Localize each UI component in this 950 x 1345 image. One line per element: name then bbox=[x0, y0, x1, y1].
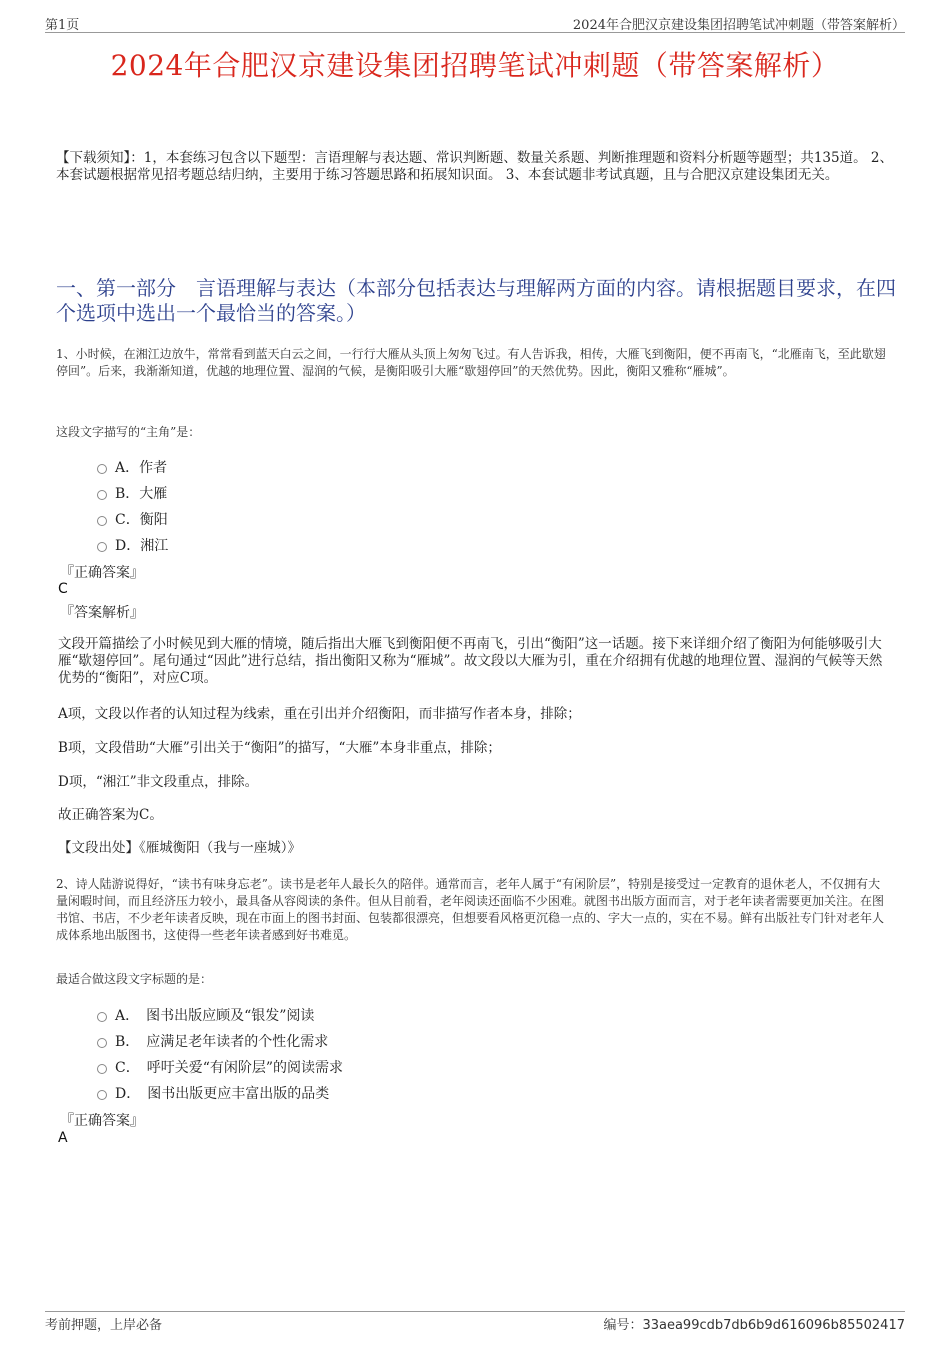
header-doc-title: 2024年合肥汉京建设集团招聘笔试冲刺题（带答案解析） bbox=[572, 18, 905, 33]
option-label: C． 呼吁关爱“有闲阶层”的阅读需求 bbox=[115, 1060, 344, 1076]
question-2-answer-label: 『正确答案』 bbox=[60, 1113, 144, 1129]
section-heading: 一、第一部分 言语理解与表达（本部分包括表达与理解两方面的内容。请根据题目要求，在四个选项中选出一个最恰当的答案。） bbox=[56, 276, 896, 325]
question-1-option-c[interactable] bbox=[97, 509, 168, 529]
question-1-analysis-d: D项，“湘江”非文段重点，排除。 bbox=[58, 774, 259, 790]
radio-icon[interactable] bbox=[97, 1038, 107, 1048]
question-1-analysis-main: 文段开篇描绘了小时候见到大雁的情境，随后指出大雁飞到衡阳便不再南飞，引出“衡阳”这一话题。接下来详细介绍了衡阳为何能够吸引大雁“歇翅停回”。尾句通过“因此”进行总结，指出衡阳又称为“雁城”。故文段以大雁为引，重在介绍拥有优越的地理位置、湿润的气候等天然优势的“衡阳”，对应C项。 bbox=[58, 636, 883, 686]
option-label: B． 应满足老年读者的个性化需求 bbox=[115, 1034, 329, 1050]
radio-icon[interactable] bbox=[97, 464, 107, 474]
radio-icon[interactable] bbox=[97, 490, 107, 500]
question-1-answer: C bbox=[58, 581, 68, 597]
radio-icon[interactable] bbox=[97, 1090, 107, 1100]
download-notice: 【下载须知】：1，本套练习包含以下题型：言语理解与表达题、常识判断题、数量关系题、判断推理题和资料分析题等题型；共135道。 2、本套试题根据常见招考题总结归纳，主要用于练习答题思路和拓展知识面。 3、本套试题非考试真题，且与合肥汉京建设集团无关。 bbox=[56, 150, 893, 183]
option-label: B．大雁 bbox=[115, 486, 168, 502]
question-2-passage: 2、诗人陆游说得好，“读书有味身忘老”。读书是老年人最长久的陪伴。通常而言，老年人属于“有闲阶层”，特别是接受过一定教育的退休老人，不仅拥有大量闲暇时间，而且经济压力较小，最具备从容阅读的条件。但从目前看，老年阅读还面临不少困难。就图书出版方面而言，对于老年读者需要更加关注。在图书馆、书店，不少老年读者反映，现在市面上的图书封面、包装都很漂亮，但想要看风格更沉稳一点的、字大一点的，实在不易。鲜有出版社专门针对老年人成体系地出版图书，这使得一些老年读者感到好书难觅。 bbox=[56, 877, 885, 942]
question-1-option-b[interactable] bbox=[97, 483, 167, 503]
option-label: D． 图书出版更应丰富出版的品类 bbox=[115, 1086, 330, 1102]
question-1-answer-label: 『正确答案』 bbox=[60, 565, 144, 581]
question-1-analysis-b: B项，文段借助“大雁”引出关于“衡阳”的描写，“大雁”本身非重点，排除； bbox=[58, 740, 501, 756]
question-1-source: 【文段出处】《雁城衡阳（我与一座城）》 bbox=[58, 840, 301, 856]
question-1-prompt: 这段文字描写的“主角”是： bbox=[56, 425, 201, 439]
question-1-analysis-a: A项，文段以作者的认知过程为线索，重在引出并介绍衡阳，而非描写作者本身，排除； bbox=[58, 706, 581, 722]
footer-code bbox=[603, 1314, 905, 1333]
footer-slogan: 考前押题，上岸必备 bbox=[45, 1318, 163, 1333]
question-2-option-c[interactable] bbox=[97, 1057, 343, 1077]
question-1-analysis-label: 『答案解析』 bbox=[60, 605, 144, 621]
question-1-option-a[interactable] bbox=[97, 457, 167, 477]
header-divider bbox=[45, 32, 905, 33]
option-label: C．衡阳 bbox=[115, 512, 168, 528]
question-2-option-d[interactable] bbox=[97, 1083, 329, 1103]
header-page-number: 第1页 bbox=[45, 18, 80, 33]
footer-code-value: 33aea99cdb7db6b9d616096b85502417 bbox=[642, 1318, 905, 1333]
question-2-prompt: 最适合做这段文字标题的是： bbox=[56, 972, 213, 986]
question-2-option-b[interactable] bbox=[97, 1031, 328, 1051]
option-label: A．作者 bbox=[115, 460, 168, 476]
footer-divider bbox=[45, 1311, 905, 1312]
radio-icon[interactable] bbox=[97, 516, 107, 526]
page-title: 2024年合肥汉京建设集团招聘笔试冲刺题（带答案解析） bbox=[110, 49, 840, 82]
footer-code-label: 编号： bbox=[603, 1318, 643, 1333]
question-2-answer: A bbox=[58, 1130, 68, 1146]
question-1-passage: 1、小时候，在湘江边放牛，常常看到蓝天白云之间，一行行大雁从头顶上匆匆飞过。有人告诉我，相传，大雁飞到衡阳，便不再南飞，“北雁南飞，至此歇翅停回”。后来，我渐渐知道，优越的地理位置、湿润的气候，是衡阳吸引大雁“歇翅停回”的天然优势。因此，衡阳又雅称“雁城”。 bbox=[56, 347, 886, 378]
option-label: D．湘江 bbox=[115, 538, 169, 554]
question-1-option-d[interactable] bbox=[97, 535, 168, 555]
option-label: A． 图书出版应顾及“银发”阅读 bbox=[115, 1008, 315, 1024]
question-1-analysis-conclusion: 故正确答案为C。 bbox=[58, 807, 163, 823]
question-2-option-a[interactable] bbox=[97, 1005, 314, 1025]
radio-icon[interactable] bbox=[97, 1064, 107, 1074]
radio-icon[interactable] bbox=[97, 542, 107, 552]
radio-icon[interactable] bbox=[97, 1012, 107, 1022]
